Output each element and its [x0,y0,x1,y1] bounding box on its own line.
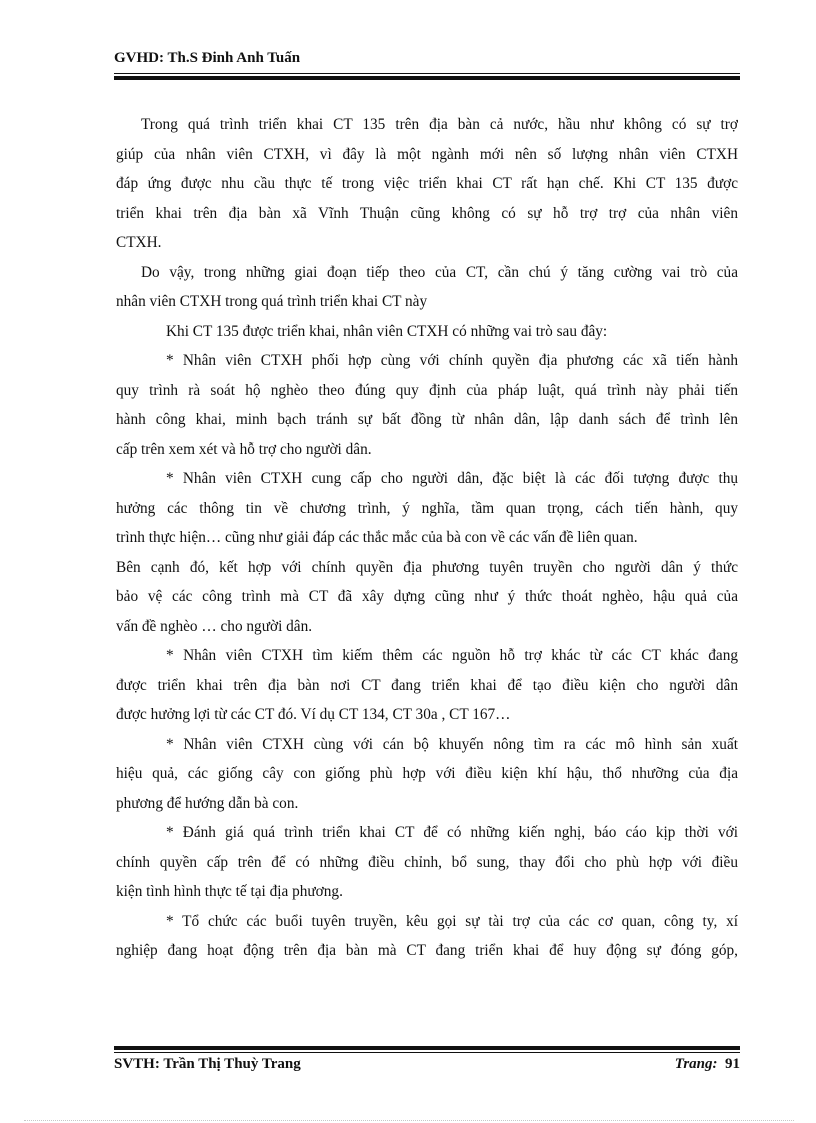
text-line: được hưởng lợi từ các CT đó. Ví dụ CT 134, CT 30a , CT 167… [116,706,511,723]
text-line: giúp của nhân viên CTXH, vì đây là một ngành mới nên số lượng nhân viên CTXH [116,145,738,163]
text-line: Bên cạnh đó, kết hợp với chính quyền địa phương tuyên truyền cho người dân ý thức [116,558,738,576]
text-line: * Nhân viên CTXH cùng với cán bộ khuyến nông tìm ra các mô hình sản xuất [166,735,738,753]
text-line: nghiệp đang hoạt động trên địa bàn mà CT đang triển khai để huy động sự đóng góp, [116,942,738,959]
text-line: CTXH. [116,234,162,251]
text-line: hiệu quả, các giống cây con giống phù hợp với điều kiện khí hậu, thổ nhưỡng của địa [116,765,738,782]
text-line: phương để hướng dẫn bà con. [116,794,299,812]
text-line: triển khai trên địa bàn xã Vĩnh Thuận cũng không có sự hỗ trợ trợ của nhân viên [116,204,738,222]
text-line: * Nhân viên CTXH tìm kiếm thêm các nguồn hỗ trợ khác từ các CT khác đang [166,647,738,664]
text-line: * Đánh giá quá trình triển khai CT để có những kiến nghị, báo cáo kịp thời với [166,824,738,841]
page-header: GVHD: Th.S Đinh Anh Tuấn [114,50,301,66]
document-body [116,110,738,966]
page-number: 91 [725,1056,740,1072]
text-line: chính quyền cấp trên để có những điều chỉnh, bổ sung, thay đổi cho phù hợp với điều [116,853,738,871]
text-line: quy trình rà soát hộ nghèo theo đúng quy định của pháp luật, quá trình này phải tiến [116,381,738,399]
footer-page [675,1056,740,1073]
text-line: bảo vệ các công trình mà CT đã xây dựng cũng như ý thức thoát nghèo, hậu quả của [116,588,738,605]
text-line: cấp trên xem xét và hỗ trợ cho người dân. [116,440,372,458]
text-line: Khi CT 135 được triển khai, nhân viên CTXH có những vai trò sau đây: [166,322,608,340]
text-line: hưởng các thông tin về chương trình, ý nghĩa, tầm quan trọng, cách tiến hành, quy [116,499,738,517]
text-line: vấn đề nghèo … cho người dân. [116,617,313,635]
text-line: đáp ứng được nhu cầu thực tế trong việc triển khai CT rất hạn chế. Khi CT 135 được [116,175,738,192]
text-line: Do vậy, trong những giai đoạn tiếp theo của CT, cần chú ý tăng cường vai trò của [141,263,738,281]
text-line: * Nhân viên CTXH cung cấp cho người dân, đặc biệt là các đối tượng được thụ [166,470,738,487]
text-line: được triển khai trên địa bàn nơi CT đang triển khai để tạo điều kiện cho người dân [116,676,738,694]
page-edge-dotted-line [24,1120,794,1121]
footer-rule-thin [114,1052,740,1053]
footer-rule-thick [114,1046,740,1050]
text-line: hành công khai, minh bạch tránh sự bất đồng từ nhân dân, lập danh sách để trình lên [116,411,738,428]
text-line: kiện tình hình thực tế tại địa phương. [116,883,343,900]
text-line: trình thực hiện… cũng như giải đáp các thắc mắc của bà con về các vấn đề liên quan. [116,529,638,546]
footer-student: SVTH: Trần Thị Thuỳ Trang [114,1056,301,1072]
header-rule-thin [114,73,740,74]
page-label: Trang: [674,1056,718,1072]
text-line: nhân viên CTXH trong quá trình triển khai CT này [116,293,428,310]
text-line: * Nhân viên CTXH phối hợp cùng với chính quyền địa phương các xã tiến hành [166,352,738,369]
text-line: Trong quá trình triển khai CT 135 trên địa bàn cả nước, hầu như không có sự trợ [141,116,738,133]
header-rule-thick [114,76,740,80]
text-line: * Tổ chức các buổi tuyên truyền, kêu gọi sự tài trợ của các cơ quan, công ty, xí [166,912,738,930]
